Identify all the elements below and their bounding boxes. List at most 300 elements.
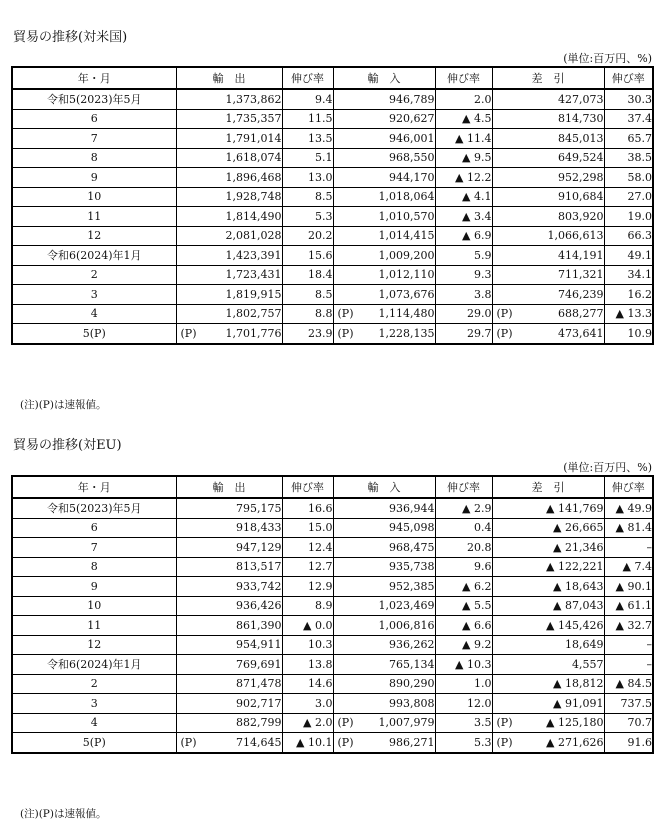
table-row: [12, 635, 653, 655]
cell-value: 882,799: [236, 716, 282, 730]
exports-growth-cell: ▲ 2.0: [282, 713, 333, 733]
cell-value: 1,114,480: [378, 307, 435, 321]
period-cell: 6: [12, 518, 176, 538]
imports-growth-cell: 29.0: [435, 304, 492, 324]
cell-value: 746,239: [558, 287, 604, 301]
cell-value: 1,014,415: [378, 229, 435, 243]
exports-cell: [176, 265, 282, 285]
table-row: [12, 733, 653, 753]
balance-growth-cell: 38.5: [604, 148, 653, 168]
exports-cell: [176, 635, 282, 655]
cell-value: 414,191: [558, 248, 604, 262]
balance-growth-cell: 16.2: [604, 285, 653, 305]
cell-value: 813,517: [236, 560, 282, 574]
exports-cell: [176, 304, 282, 324]
cell-value: 933,742: [236, 579, 282, 593]
exports-cell: [176, 596, 282, 616]
period-cell: 令和6(2024)年1月: [12, 246, 176, 266]
imports-cell: [333, 557, 435, 577]
cell-value: 711,321: [558, 268, 604, 282]
period-cell: 8: [12, 557, 176, 577]
period-cell: 4: [12, 304, 176, 324]
cell-value: 473,641: [558, 326, 604, 340]
cell-value: 714,645: [236, 735, 282, 749]
exports-cell: [176, 577, 282, 597]
header-exports-growth: 伸び率: [282, 476, 333, 498]
balance-growth-cell: –: [604, 538, 653, 558]
cell-value: 968,475: [389, 540, 435, 554]
cell-value: 954,911: [236, 638, 282, 652]
imports-cell: [333, 168, 435, 188]
balance-growth-cell: –: [604, 635, 653, 655]
cell-value: 910,684: [558, 190, 604, 204]
exports-growth-cell: 13.0: [282, 168, 333, 188]
exports-cell: [176, 616, 282, 636]
imports-growth-cell: ▲ 4.5: [435, 109, 492, 129]
table-row: [12, 168, 653, 188]
table-row: [12, 694, 653, 714]
imports-cell: [333, 246, 435, 266]
imports-cell: [333, 733, 435, 753]
period-cell: 12: [12, 635, 176, 655]
exports-growth-cell: 8.5: [282, 285, 333, 305]
cell-value: 986,271: [389, 735, 435, 749]
cell-value: 936,262: [389, 638, 435, 652]
balance-growth-cell: 27.0: [604, 187, 653, 207]
eu-table-body: [12, 498, 653, 753]
imports-cell: [333, 674, 435, 694]
exports-growth-cell: 9.4: [282, 89, 333, 109]
exports-growth-cell: 12.9: [282, 577, 333, 597]
cell-value: 1,928,748: [225, 190, 282, 204]
imports-cell: [333, 538, 435, 558]
header-period: 年・月: [12, 67, 176, 89]
balance-cell: [492, 324, 604, 344]
cell-value: 936,944: [389, 501, 435, 515]
imports-growth-cell: 3.5: [435, 713, 492, 733]
imports-growth-cell: ▲ 10.3: [435, 655, 492, 675]
balance-cell: [492, 246, 604, 266]
table-row: [12, 324, 653, 344]
cell-value: ▲ 141,769: [546, 501, 604, 515]
cell-value: 861,390: [236, 618, 282, 632]
header-balance-growth: 伸び率: [604, 67, 653, 89]
balance-growth-cell: 49.1: [604, 246, 653, 266]
imports-cell: [333, 518, 435, 538]
exports-growth-cell: 5.1: [282, 148, 333, 168]
imports-cell: [333, 694, 435, 714]
exports-growth-cell: 13.8: [282, 655, 333, 675]
table-row: [12, 713, 653, 733]
cell-value: 871,478: [236, 677, 282, 691]
imports-cell: [333, 635, 435, 655]
period-cell: 令和6(2024)年1月: [12, 655, 176, 675]
balance-growth-cell: 37.4: [604, 109, 653, 129]
imports-growth-cell: ▲ 2.9: [435, 498, 492, 518]
exports-cell: [176, 518, 282, 538]
imports-cell: [333, 713, 435, 733]
imports-growth-cell: ▲ 4.1: [435, 187, 492, 207]
header-balance: 差 引: [492, 476, 604, 498]
exports-cell: [176, 713, 282, 733]
period-cell: 6: [12, 109, 176, 129]
imports-growth-cell: 12.0: [435, 694, 492, 714]
cell-value: ▲ 18,812: [553, 677, 604, 691]
imports-cell: [333, 577, 435, 597]
exports-growth-cell: 8.8: [282, 304, 333, 324]
balance-cell: [492, 733, 604, 753]
imports-growth-cell: 9.6: [435, 557, 492, 577]
balance-growth-cell: ▲ 61.1: [604, 596, 653, 616]
exports-cell: [176, 109, 282, 129]
table-row: [12, 89, 653, 109]
imports-cell: [333, 304, 435, 324]
cell-value: 1,896,468: [225, 170, 282, 184]
us-table-header: [12, 67, 653, 89]
header-period: 年・月: [12, 476, 176, 498]
imports-cell: [333, 207, 435, 227]
balance-cell: [492, 655, 604, 675]
cell-value: 1,012,110: [378, 268, 435, 282]
balance-cell: [492, 109, 604, 129]
imports-growth-cell: ▲ 6.2: [435, 577, 492, 597]
balance-growth-cell: 10.9: [604, 324, 653, 344]
balance-growth-cell: ▲ 81.4: [604, 518, 653, 538]
exports-growth-cell: ▲ 10.1: [282, 733, 333, 753]
table-row: [12, 557, 653, 577]
cell-value: 814,730: [558, 112, 604, 126]
table-row: [12, 265, 653, 285]
preliminary-mark: (P): [337, 326, 354, 340]
imports-growth-cell: 20.8: [435, 538, 492, 558]
exports-cell: [176, 733, 282, 753]
imports-growth-cell: ▲ 3.4: [435, 207, 492, 227]
cell-value: 920,627: [389, 112, 435, 126]
exports-cell: [176, 89, 282, 109]
table-row: [12, 674, 653, 694]
period-cell: 10: [12, 596, 176, 616]
exports-growth-cell: 3.0: [282, 694, 333, 714]
exports-cell: [176, 129, 282, 149]
table-row: [12, 109, 653, 129]
cell-value: 1,802,757: [225, 307, 282, 321]
balance-cell: [492, 89, 604, 109]
balance-growth-cell: 66.3: [604, 226, 653, 246]
cell-value: 902,717: [236, 696, 282, 710]
preliminary-mark: (P): [337, 716, 354, 730]
exports-cell: [176, 674, 282, 694]
balance-cell: [492, 616, 604, 636]
header-imports-growth: 伸び率: [435, 476, 492, 498]
cell-value: ▲ 145,426: [546, 618, 604, 632]
cell-value: 1,735,357: [225, 112, 282, 126]
us-trade-table: [11, 66, 654, 345]
preliminary-mark: (P): [496, 735, 513, 749]
period-cell: 8: [12, 148, 176, 168]
table-row: [12, 285, 653, 305]
cell-value: 968,550: [389, 151, 435, 165]
balance-growth-cell: 58.0: [604, 168, 653, 188]
balance-cell: [492, 148, 604, 168]
cell-value: 946,001: [389, 131, 435, 145]
imports-growth-cell: 2.0: [435, 89, 492, 109]
exports-cell: [176, 694, 282, 714]
cell-value: 1,723,431: [225, 268, 282, 282]
table-row: [12, 616, 653, 636]
balance-cell: [492, 304, 604, 324]
cell-value: 795,175: [236, 501, 282, 515]
imports-cell: [333, 616, 435, 636]
exports-cell: [176, 168, 282, 188]
period-cell: 令和5(2023)年5月: [12, 498, 176, 518]
table-row: [12, 655, 653, 675]
balance-growth-cell: 91.6: [604, 733, 653, 753]
cell-value: 947,129: [236, 540, 282, 554]
period-cell: 9: [12, 168, 176, 188]
preliminary-mark: (P): [496, 716, 513, 730]
exports-cell: [176, 557, 282, 577]
eu-table-header: [12, 476, 653, 498]
preliminary-mark: (P): [180, 735, 197, 749]
balance-growth-cell: 34.1: [604, 265, 653, 285]
exports-growth-cell: 15.6: [282, 246, 333, 266]
balance-cell: [492, 226, 604, 246]
exports-cell: [176, 324, 282, 344]
cell-value: 952,385: [389, 579, 435, 593]
cell-value: 1,791,014: [225, 131, 282, 145]
imports-growth-cell: 5.9: [435, 246, 492, 266]
exports-cell: [176, 285, 282, 305]
imports-cell: [333, 285, 435, 305]
cell-value: 2,081,028: [225, 229, 282, 243]
balance-cell: [492, 635, 604, 655]
exports-cell: [176, 655, 282, 675]
period-cell: 10: [12, 187, 176, 207]
table-row: [12, 596, 653, 616]
cell-value: 1,819,915: [225, 287, 282, 301]
cell-value: 18,649: [565, 638, 604, 652]
balance-cell: [492, 674, 604, 694]
table-row: [12, 518, 653, 538]
balance-growth-cell: ▲ 84.5: [604, 674, 653, 694]
period-cell: 4: [12, 713, 176, 733]
table-row: [12, 207, 653, 227]
period-cell: 11: [12, 207, 176, 227]
cell-value: 1,701,776: [225, 326, 282, 340]
header-imports: 輸 入: [333, 67, 435, 89]
imports-cell: [333, 148, 435, 168]
cell-value: 890,290: [389, 677, 435, 691]
preliminary-mark: (P): [337, 735, 354, 749]
balance-cell: [492, 129, 604, 149]
period-cell: 7: [12, 538, 176, 558]
cell-value: 845,013: [558, 131, 604, 145]
exports-growth-cell: 5.3: [282, 207, 333, 227]
imports-growth-cell: 29.7: [435, 324, 492, 344]
cell-value: 1,018,064: [378, 190, 435, 204]
balance-growth-cell: ▲ 7.4: [604, 557, 653, 577]
balance-cell: [492, 557, 604, 577]
imports-cell: [333, 187, 435, 207]
imports-growth-cell: ▲ 5.5: [435, 596, 492, 616]
period-cell: 3: [12, 694, 176, 714]
balance-cell: [492, 518, 604, 538]
exports-cell: [176, 498, 282, 518]
imports-growth-cell: 1.0: [435, 674, 492, 694]
balance-cell: [492, 538, 604, 558]
imports-cell: [333, 129, 435, 149]
balance-cell: [492, 187, 604, 207]
period-cell: 2: [12, 265, 176, 285]
eu-table-title: 貿易の推移(対EU): [13, 438, 122, 453]
exports-cell: [176, 187, 282, 207]
exports-growth-cell: 11.5: [282, 109, 333, 129]
cell-value: 944,170: [389, 170, 435, 184]
preliminary-mark: (P): [496, 326, 513, 340]
balance-growth-cell: ▲ 32.7: [604, 616, 653, 636]
imports-cell: [333, 226, 435, 246]
us-table-body: [12, 89, 653, 344]
cell-value: 1,228,135: [378, 326, 435, 340]
exports-cell: [176, 538, 282, 558]
exports-cell: [176, 226, 282, 246]
header-imports-growth: 伸び率: [435, 67, 492, 89]
cell-value: ▲ 87,043: [553, 599, 604, 613]
cell-value: 1,423,391: [225, 248, 282, 262]
exports-growth-cell: 10.3: [282, 635, 333, 655]
cell-value: 1,010,570: [378, 209, 435, 223]
preliminary-mark: (P): [180, 326, 197, 340]
us-note: (注)(P)は速報値。: [20, 399, 107, 411]
exports-growth-cell: 20.2: [282, 226, 333, 246]
cell-value: ▲ 122,221: [546, 560, 604, 574]
header-balance: 差 引: [492, 67, 604, 89]
cell-value: ▲ 26,665: [553, 521, 604, 535]
preliminary-mark: (P): [337, 307, 354, 321]
header-exports-growth: 伸び率: [282, 67, 333, 89]
cell-value: 4,557: [572, 657, 604, 671]
cell-value: 1,023,469: [378, 599, 435, 613]
cell-value: 946,789: [389, 92, 435, 106]
balance-cell: [492, 713, 604, 733]
period-cell: 7: [12, 129, 176, 149]
cell-value: 993,808: [389, 696, 435, 710]
imports-growth-cell: 9.3: [435, 265, 492, 285]
imports-growth-cell: ▲ 12.2: [435, 168, 492, 188]
cell-value: 1,814,490: [225, 209, 282, 223]
table-row: [12, 187, 653, 207]
cell-value: 1,618,074: [225, 151, 282, 165]
cell-value: 935,738: [389, 560, 435, 574]
imports-cell: [333, 498, 435, 518]
table-row: [12, 246, 653, 266]
exports-growth-cell: 15.0: [282, 518, 333, 538]
exports-growth-cell: 13.5: [282, 129, 333, 149]
table-row: [12, 304, 653, 324]
cell-value: ▲ 125,180: [546, 716, 604, 730]
cell-value: ▲ 18,643: [553, 579, 604, 593]
exports-growth-cell: 16.6: [282, 498, 333, 518]
header-exports: 輸 出: [176, 476, 282, 498]
balance-growth-cell: ▲ 13.3: [604, 304, 653, 324]
cell-value: 952,298: [558, 170, 604, 184]
cell-value: ▲ 91,091: [553, 696, 604, 710]
table-row: [12, 538, 653, 558]
balance-growth-cell: 19.0: [604, 207, 653, 227]
exports-cell: [176, 148, 282, 168]
us-table-title: 貿易の推移(対米国): [13, 30, 128, 45]
exports-growth-cell: 12.4: [282, 538, 333, 558]
balance-cell: [492, 207, 604, 227]
cell-value: 936,426: [236, 599, 282, 613]
balance-growth-cell: –: [604, 655, 653, 675]
cell-value: 649,524: [558, 151, 604, 165]
table-row: [12, 498, 653, 518]
balance-growth-cell: 30.3: [604, 89, 653, 109]
imports-cell: [333, 89, 435, 109]
header-exports: 輸 出: [176, 67, 282, 89]
cell-value: 765,134: [389, 657, 435, 671]
period-cell: 令和5(2023)年5月: [12, 89, 176, 109]
balance-cell: [492, 285, 604, 305]
imports-growth-cell: ▲ 6.9: [435, 226, 492, 246]
exports-growth-cell: 8.9: [282, 596, 333, 616]
exports-cell: [176, 207, 282, 227]
cell-value: 1,073,676: [378, 287, 435, 301]
balance-growth-cell: 737.5: [604, 694, 653, 714]
balance-cell: [492, 498, 604, 518]
cell-value: 688,277: [558, 307, 604, 321]
imports-growth-cell: ▲ 9.2: [435, 635, 492, 655]
imports-cell: [333, 265, 435, 285]
table-row: [12, 226, 653, 246]
table-row: [12, 129, 653, 149]
balance-growth-cell: 65.7: [604, 129, 653, 149]
balance-growth-cell: 70.7: [604, 713, 653, 733]
imports-cell: [333, 109, 435, 129]
imports-cell: [333, 324, 435, 344]
exports-growth-cell: ▲ 0.0: [282, 616, 333, 636]
imports-growth-cell: ▲ 9.5: [435, 148, 492, 168]
cell-value: 918,433: [236, 521, 282, 535]
imports-growth-cell: ▲ 6.6: [435, 616, 492, 636]
cell-value: 945,098: [389, 521, 435, 535]
balance-cell: [492, 168, 604, 188]
cell-value: 769,691: [236, 657, 282, 671]
header-imports: 輸 入: [333, 476, 435, 498]
balance-cell: [492, 577, 604, 597]
cell-value: 803,920: [558, 209, 604, 223]
us-unit-label: (単位:百万円、%): [563, 52, 652, 65]
cell-value: 1,066,613: [547, 229, 604, 243]
eu-note: (注)(P)は速報値。: [20, 808, 107, 820]
exports-growth-cell: 12.7: [282, 557, 333, 577]
preliminary-mark: (P): [496, 307, 513, 321]
imports-cell: [333, 655, 435, 675]
period-cell: 12: [12, 226, 176, 246]
eu-unit-label: (単位:百万円、%): [563, 461, 652, 474]
cell-value: ▲ 21,346: [553, 540, 604, 554]
imports-growth-cell: ▲ 11.4: [435, 129, 492, 149]
cell-value: 1,007,979: [378, 716, 435, 730]
exports-growth-cell: 18.4: [282, 265, 333, 285]
imports-cell: [333, 596, 435, 616]
period-cell: 2: [12, 674, 176, 694]
balance-cell: [492, 265, 604, 285]
cell-value: 427,073: [558, 92, 604, 106]
period-cell: 11: [12, 616, 176, 636]
exports-growth-cell: 23.9: [282, 324, 333, 344]
